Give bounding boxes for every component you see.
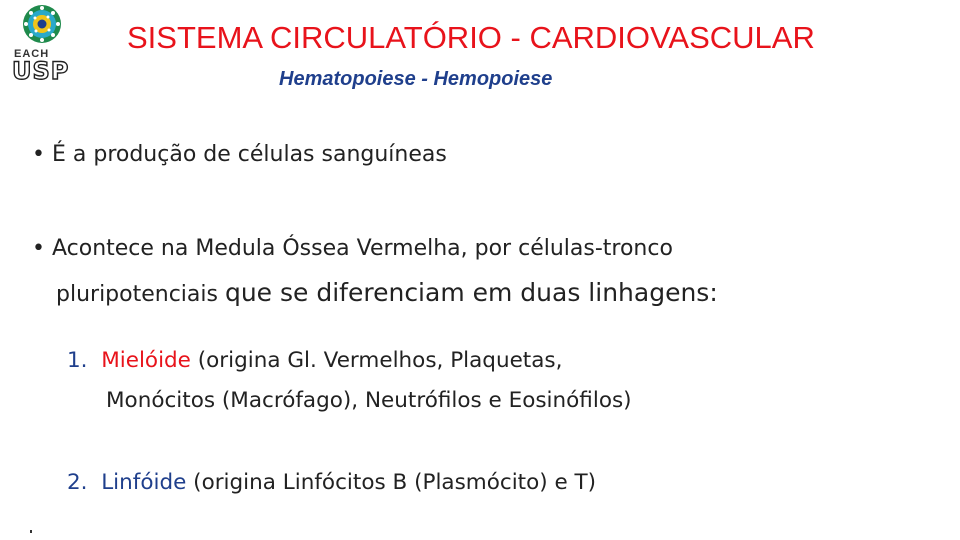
each-emblem-icon bbox=[22, 4, 62, 44]
bullet-point-1 bbox=[32, 142, 447, 167]
stray-mark bbox=[30, 530, 32, 533]
item-2-keyword: Linfóide bbox=[101, 470, 187, 495]
bullet-point-2-continuation bbox=[56, 278, 718, 307]
numbered-item-2 bbox=[67, 470, 596, 495]
item-2-number: 2. bbox=[67, 470, 88, 495]
each-usp-logo bbox=[10, 4, 72, 85]
slide-title: SISTEMA CIRCULATÓRIO - CARDIOVASCULAR bbox=[127, 20, 815, 55]
bullet-point-2 bbox=[32, 236, 673, 261]
bullet-2-text-big: que se diferenciam em duas linhagens: bbox=[224, 278, 718, 307]
bullet-2-text-line1: Acontece na Medula Óssea Vermelha, por células-tronco bbox=[51, 236, 673, 261]
bullet-1-text: É a produção de células sanguíneas bbox=[51, 142, 447, 167]
bullet-marker: • bbox=[32, 236, 45, 261]
item-1-number: 1. bbox=[67, 348, 88, 373]
item-2-description: (origina Linfócitos B (Plasmócito) e T) bbox=[186, 470, 597, 495]
item-1-keyword: Mielóide bbox=[101, 348, 191, 373]
logo-each-text: EACH bbox=[14, 48, 50, 60]
bullet-marker: • bbox=[32, 142, 45, 167]
numbered-item-1 bbox=[67, 348, 562, 373]
slide-subtitle: Hematopoiese - Hemopoiese bbox=[279, 68, 553, 90]
bullet-2-text-small: pluripotenciais bbox=[56, 282, 225, 307]
item-1-description: (origina Gl. Vermelhos, Plaquetas, bbox=[190, 348, 563, 373]
numbered-item-1-continuation: Monócitos (Macrófago), Neutrófilos e Eosinófilos) bbox=[106, 388, 632, 413]
logo-usp-text: USP bbox=[12, 57, 70, 85]
